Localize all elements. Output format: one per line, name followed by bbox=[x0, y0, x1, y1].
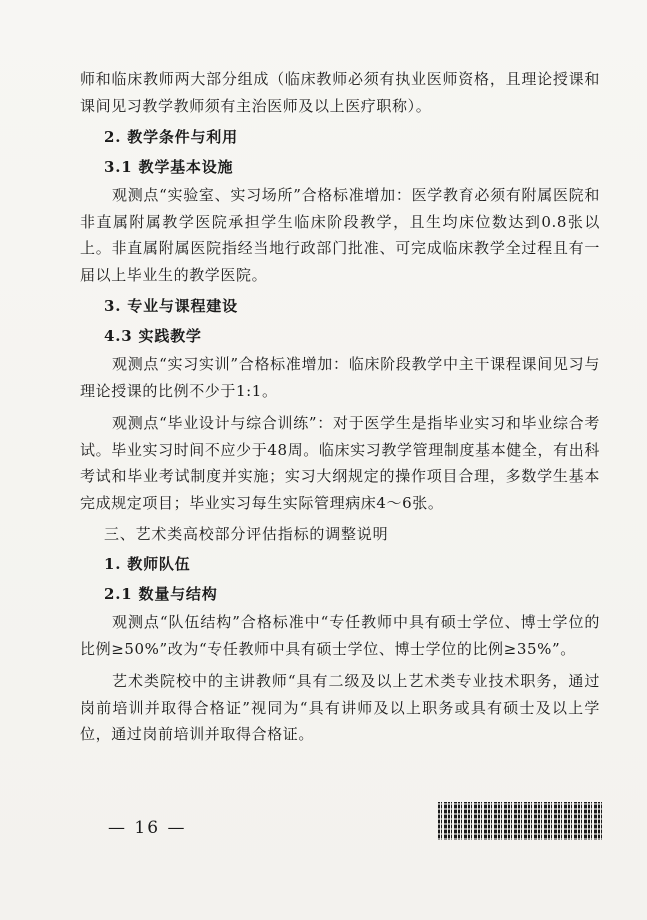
section-heading-teacher-team: 1. 教师队伍 bbox=[104, 555, 191, 573]
barcode-image bbox=[438, 802, 604, 840]
subsection-heading-quantity-structure: 2.1 数量与结构 bbox=[104, 585, 218, 603]
paragraph-graduation-design: 观测点“毕业设计与综合训练”：对于医学生是指毕业实习和毕业综合考试。毕业实习时间不应少于48周。临床实习教学管理制度基本健全，有出科考试和毕业考试制度并实施；实习大纲规定的操作项目合理，多数学生基本完成规定项目；毕业实习每生实际管理病床4～6张。 bbox=[80, 414, 600, 512]
page-number: — 16 — bbox=[108, 818, 187, 838]
paragraph-lead-teachers: 艺术类院校中的主讲教师“具有二级及以上艺术类专业技术职务，通过岗前培训并取得合格证”视同为“具有讲师及以上职务或具有硕士及以上学位，通过岗前培训并取得合格证。 bbox=[80, 672, 600, 743]
section-heading-curriculum: 3. 专业与课程建设 bbox=[104, 297, 238, 315]
section-heading-teaching-conditions: 2. 教学条件与利用 bbox=[104, 128, 238, 146]
paragraph-continuation: 师和临床教师两大部分组成（临床教师必须有执业医师资格，且理论授课和课间见习教学教师须有主治医师及以上医疗职称）。 bbox=[80, 70, 600, 115]
section-heading-arts-colleges: 三、艺术类高校部分评估指标的调整说明 bbox=[104, 525, 389, 543]
paragraph-internship-training: 观测点“实习实训”合格标准增加：临床阶段教学中主干课程课间见习与理论授课的比例不少于1:1。 bbox=[80, 355, 600, 400]
subsection-heading-basic-facilities: 3.1 教学基本设施 bbox=[104, 158, 234, 176]
subsection-heading-practice-teaching: 4.3 实践教学 bbox=[104, 327, 202, 345]
paragraph-labs-standard: 观测点“实验室、实习场所”合格标准增加：医学教育必须有附属医院和非直属附属教学医院承担学生临床阶段教学，且生均床位数达到0.8张以上。非直属附属医院指经当地行政部门批准、可完成临床教学全过程且有一届以上毕业生的教学医院。 bbox=[80, 186, 600, 284]
paragraph-team-structure: 观测点“队伍结构”合格标准中“专任教师中具有硕士学位、博士学位的比例≥50%”改为“专任教师中具有硕士学位、博士学位的比例≥35%”。 bbox=[80, 613, 600, 658]
document-body bbox=[80, 66, 600, 748]
